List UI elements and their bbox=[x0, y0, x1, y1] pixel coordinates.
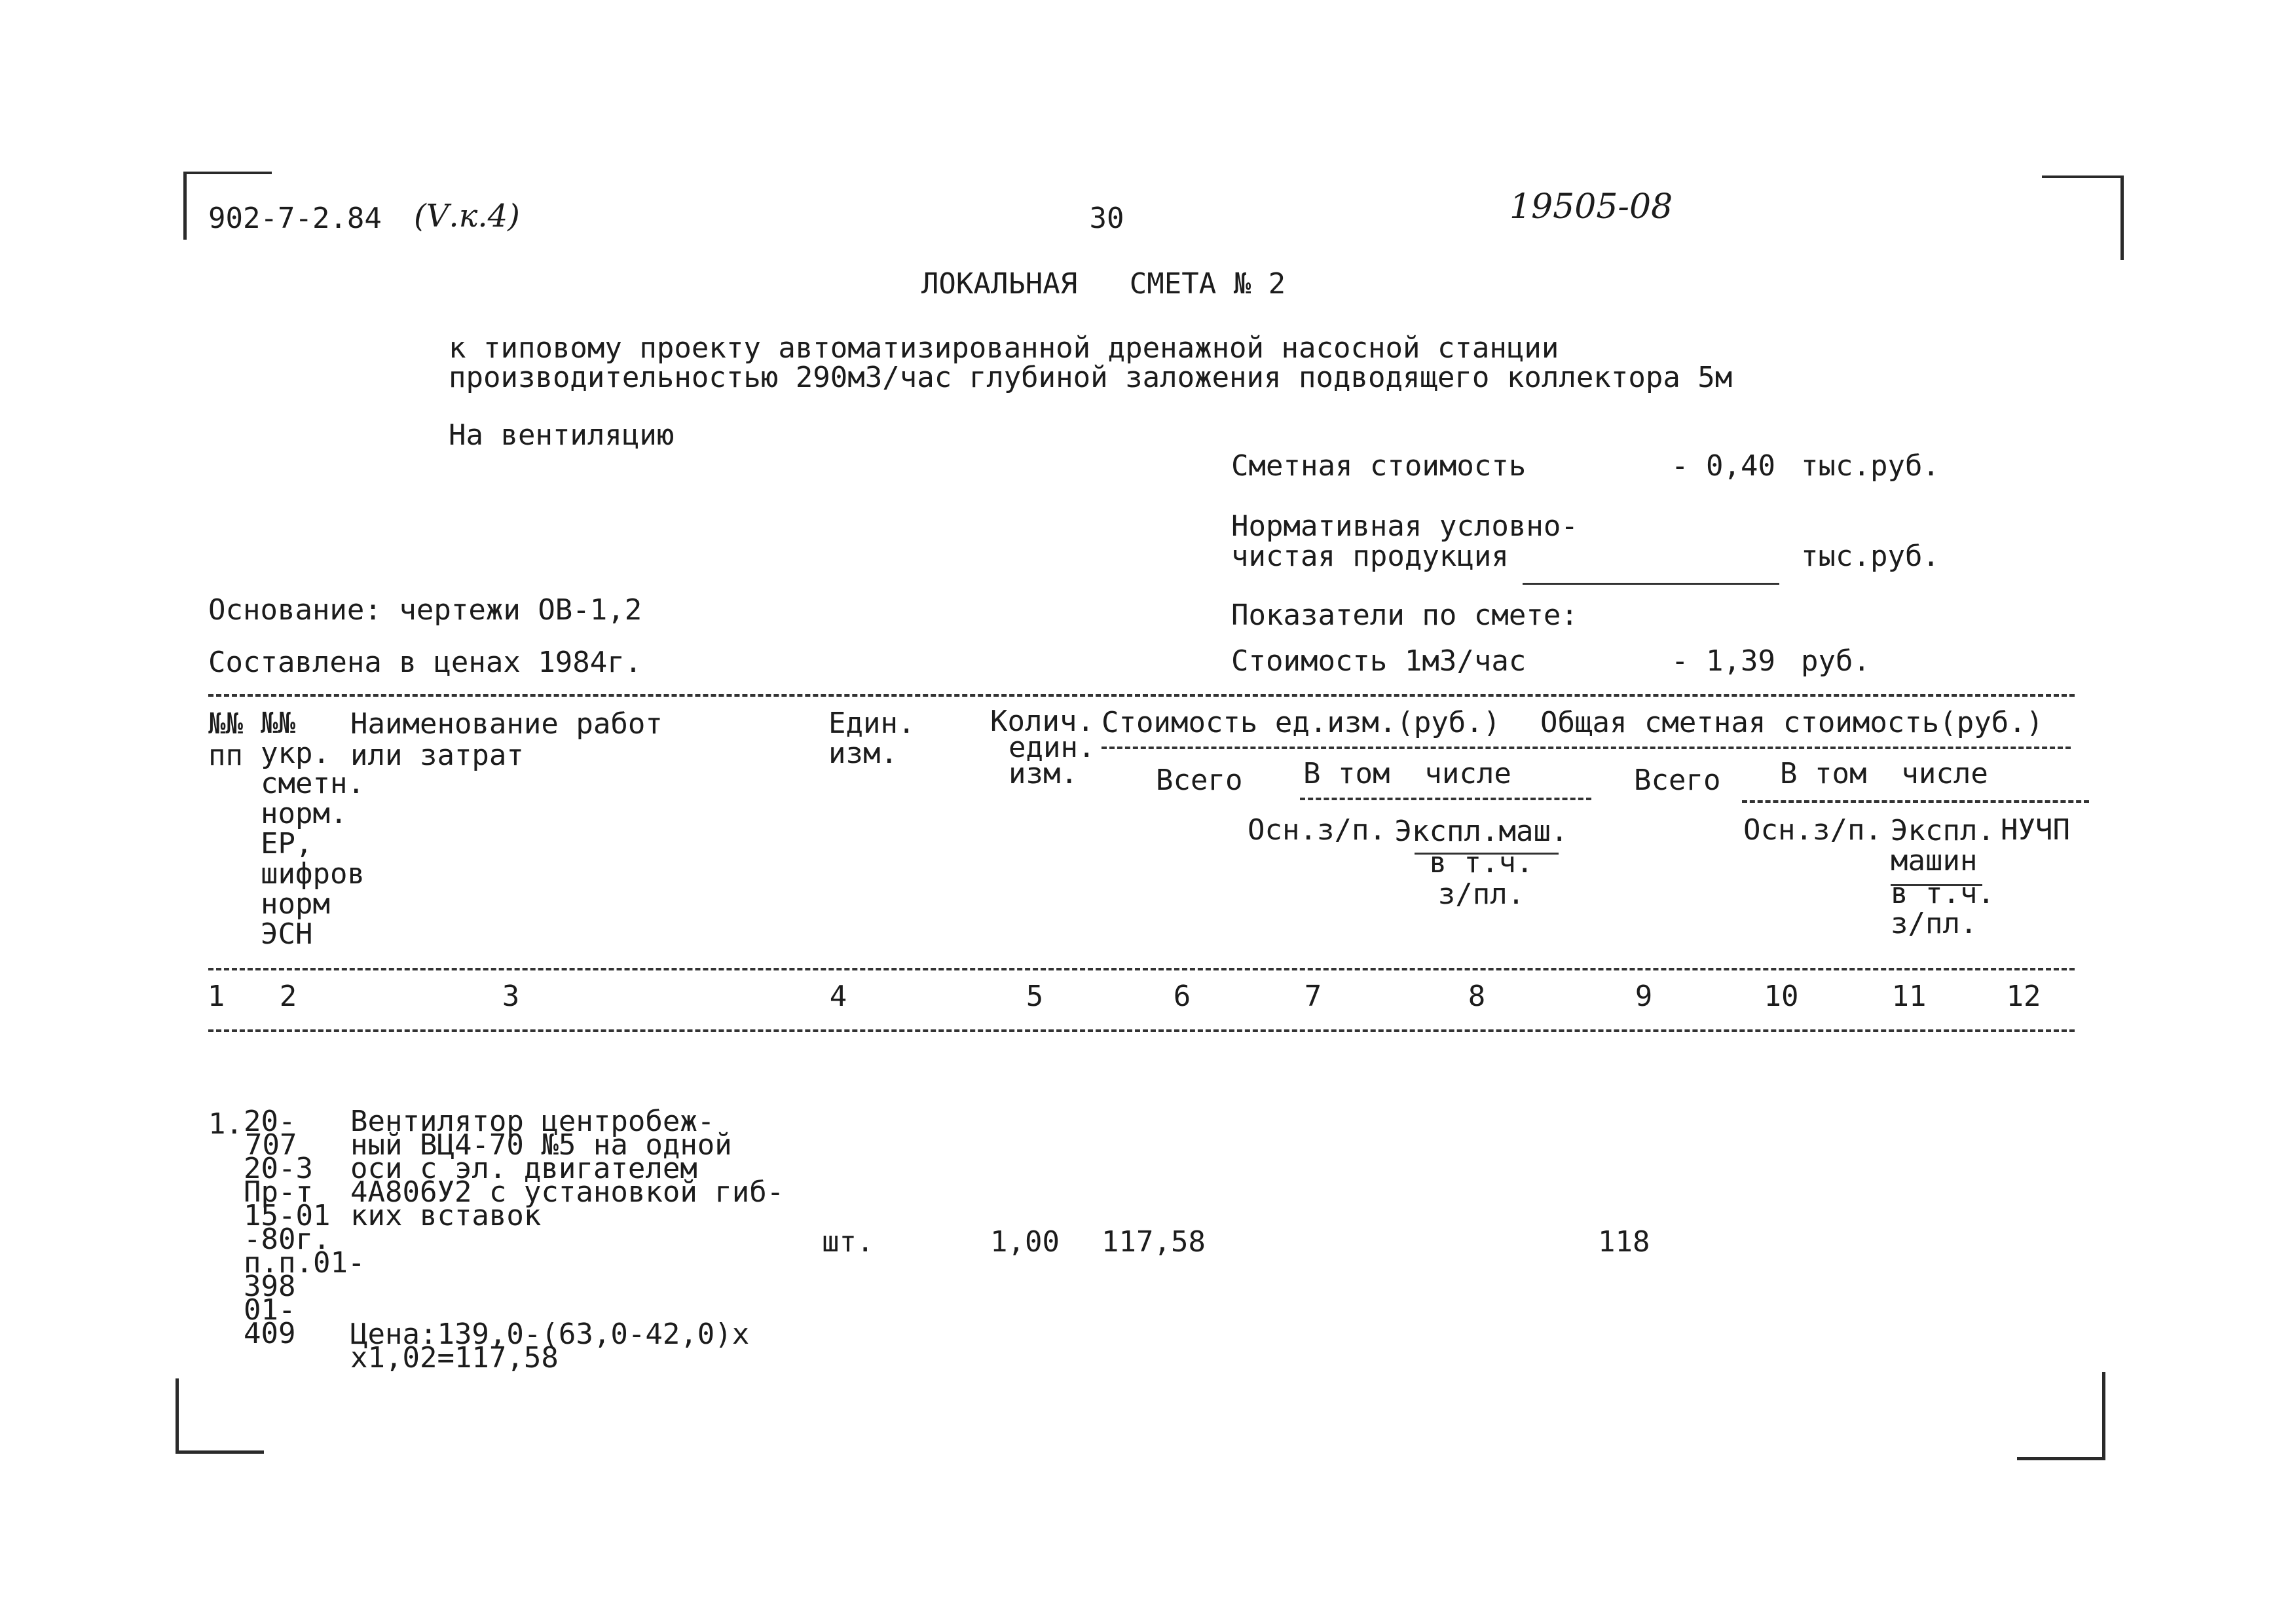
column-number-9: 9 bbox=[1635, 980, 1653, 1013]
normative-unit: тыс.руб. bbox=[1801, 540, 1940, 573]
column-number-11: 11 bbox=[1891, 980, 1927, 1013]
page-title: ЛОКАЛЬНАЯ СМЕТА № 2 bbox=[921, 267, 1286, 301]
row-unit-cost-total: 117,58 bbox=[1101, 1225, 1206, 1259]
corner-bracket-bottom-right bbox=[2017, 1372, 2105, 1460]
header-col-8: Экспл.маш. в т.ч. з/пл. bbox=[1394, 815, 1568, 911]
column-number-3: 3 bbox=[502, 980, 520, 1013]
including-a-header: В том числе bbox=[1303, 757, 1511, 790]
row-total-cost: 118 bbox=[1598, 1225, 1650, 1259]
including-b-rule bbox=[1742, 800, 2089, 803]
column-number-8: 8 bbox=[1468, 980, 1486, 1013]
estimated-cost-label: Сметная стоимость bbox=[1231, 449, 1527, 483]
column-number-2: 2 bbox=[279, 980, 297, 1013]
row-quantity: 1,00 bbox=[990, 1225, 1060, 1259]
normative-value-underline bbox=[1523, 583, 1779, 585]
section-title: На вентиляцию bbox=[449, 418, 675, 452]
header-col-4: Един. изм. bbox=[828, 707, 916, 770]
total-cost-group-header: Общая сметная стоимость(руб.) bbox=[1540, 706, 2044, 739]
row-number: 1. bbox=[208, 1107, 243, 1141]
column-number-1: 1 bbox=[207, 980, 225, 1013]
unit-cost-group-header: Стоимость ед.изм.(руб.) bbox=[1101, 706, 1501, 739]
normative-label-line-2: чистая продукция bbox=[1231, 540, 1509, 573]
inventory-number: 19505-08 bbox=[1509, 187, 1673, 227]
column-number-12: 12 bbox=[2006, 980, 2041, 1013]
column-number-4: 4 bbox=[829, 980, 847, 1013]
page-number: 30 bbox=[1089, 202, 1124, 235]
column-numbers-bottom-rule bbox=[208, 1029, 2075, 1032]
header-col-12: НУЧП bbox=[2001, 813, 2070, 847]
normative-label-line-1: Нормативная условно- bbox=[1231, 509, 1578, 543]
document-code-handwritten: (Ⅴ.к.4) bbox=[414, 198, 520, 234]
including-b-header: В том числе bbox=[1780, 757, 1988, 790]
corner-bracket-bottom-left bbox=[176, 1378, 264, 1454]
cost-per-unit-value: - 1,39 bbox=[1671, 644, 1775, 678]
row-code: 20- 707 20-3 Пр-т 15-01 -80г. п.п.01- 398 01- 409 bbox=[244, 1105, 365, 1350]
column-number-10: 10 bbox=[1764, 980, 1799, 1013]
basis-text: Основание: чертежи ОВ-1,2 bbox=[208, 593, 642, 627]
document-code: 902-7-2.84 bbox=[208, 202, 382, 235]
row-price-note: Цена:139,0-(63,0-42,0)х х1,02=117,58 bbox=[350, 1318, 750, 1375]
header-col-3: Наименование работ или затрат bbox=[350, 707, 663, 772]
including-a-rule bbox=[1300, 798, 1591, 800]
estimated-cost-value: - 0,40 bbox=[1671, 449, 1775, 483]
header-col-5: Колич. един. изм. bbox=[990, 705, 1096, 790]
group-header-rule bbox=[1101, 747, 2071, 749]
header-col-6: Всего bbox=[1156, 764, 1243, 797]
column-number-7: 7 bbox=[1304, 980, 1322, 1013]
estimated-cost-unit: тыс.руб. bbox=[1801, 449, 1940, 483]
row-name: Вентилятор центробеж- ный ВЦ4-70 №5 на одной оси с эл. двигателем 4А806У2 с установкой гиб- ких вставок bbox=[350, 1105, 785, 1232]
column-number-5: 5 bbox=[1026, 980, 1044, 1013]
cost-per-unit-label: Стоимость 1м3/час bbox=[1231, 644, 1527, 678]
column-number-6: 6 bbox=[1173, 980, 1191, 1013]
header-col-7: Осн.з/п. bbox=[1248, 813, 1386, 847]
row-unit: шт. bbox=[822, 1225, 874, 1259]
header-col-10: Осн.з/п. bbox=[1743, 813, 1882, 847]
header-col-9: Всего bbox=[1634, 764, 1721, 797]
header-col-1: №№ пп bbox=[208, 707, 243, 772]
header-col-11: Экспл. машин в т.ч. з/пл. bbox=[1891, 814, 1995, 940]
header-col-2: №№ укр. сметн. норм. ЕР, шифров норм ЭСН bbox=[261, 707, 365, 951]
header-bottom-rule bbox=[208, 968, 2075, 970]
compiled-prices-text: Составлена в ценах 1984г. bbox=[208, 646, 642, 679]
cost-per-unit-unit: руб. bbox=[1801, 644, 1870, 678]
header-top-rule bbox=[208, 694, 2075, 697]
col-11-separator bbox=[1891, 884, 1982, 886]
subtitle-line-2: производительностью 290м3/час глубиной заложения подводящего коллектора 5м bbox=[449, 361, 1733, 394]
col-8-separator bbox=[1415, 853, 1559, 855]
corner-bracket-top-right bbox=[2042, 175, 2124, 260]
subtitle-line-1: к типовому проекту автоматизированной дренажной насосной станции bbox=[449, 331, 1559, 365]
indicators-label: Показатели по смете: bbox=[1231, 599, 1578, 632]
